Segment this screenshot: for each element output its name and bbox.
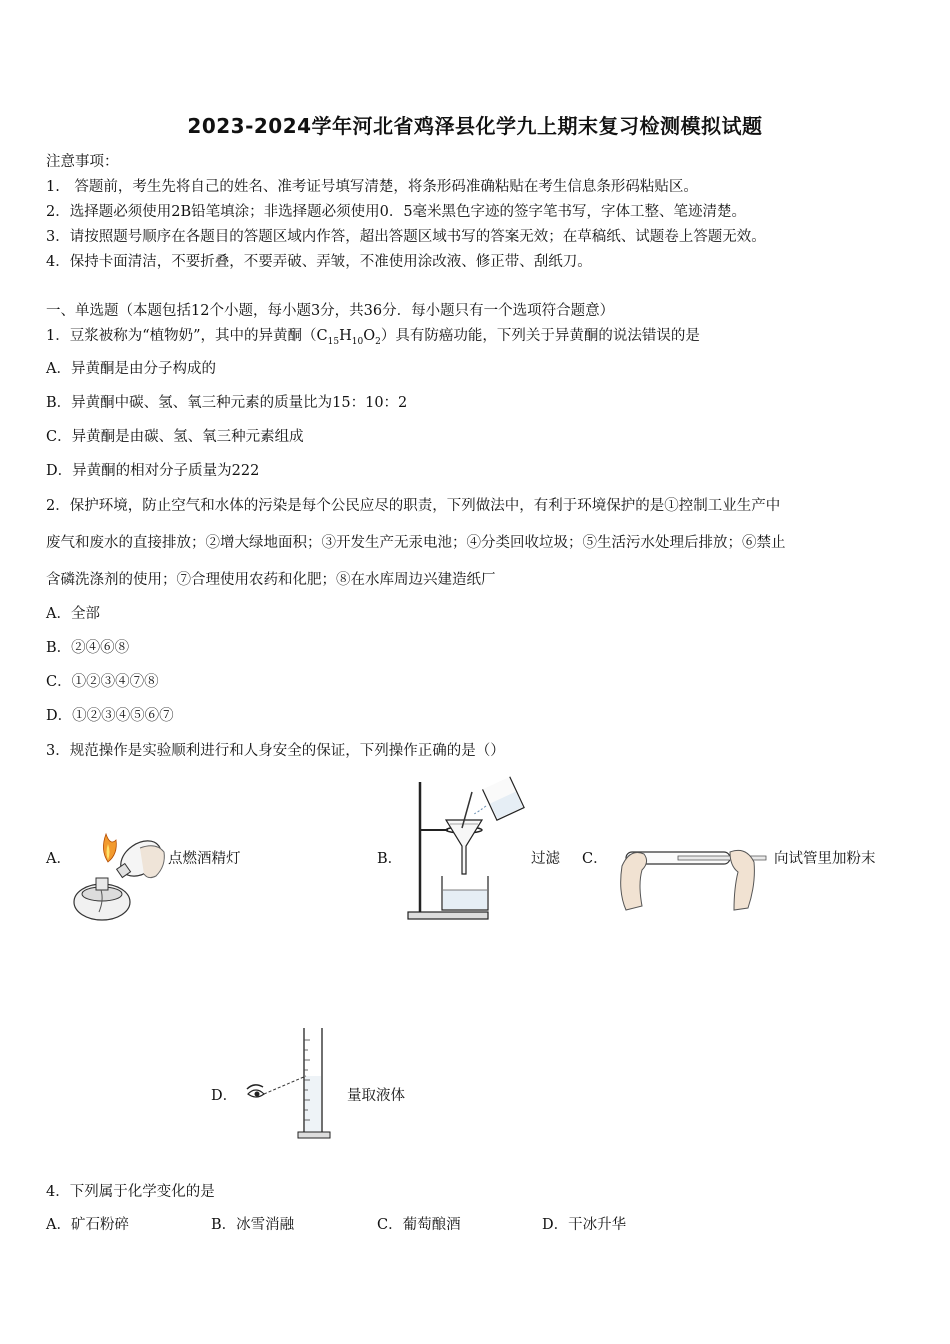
filtration-apparatus-illustration bbox=[402, 776, 530, 922]
q2-option-d: D．①②③④⑤⑥⑦ bbox=[46, 708, 174, 724]
q3-stem: 3．规范操作是实验顺利进行和人身安全的保证，下列操作正确的是（） bbox=[46, 743, 505, 759]
notice-item-3: 3．请按照题号顺序在各题目的答题区域内作答，超出答题区域书写的答案无效；在草稿纸、试题卷上答题无效。 bbox=[46, 229, 766, 245]
notice-item-1: 1. 答题前，考生先将自己的姓名、准考证号填写清楚，将条形码准确粘贴在考生信息条形码粘贴区。 bbox=[46, 179, 698, 195]
q3-option-d-letter: D． bbox=[211, 1088, 238, 1104]
q3-option-a-letter: A． bbox=[46, 851, 71, 867]
q3-option-c-text: 向试管里加粉末 bbox=[774, 851, 876, 867]
q1-stem-post: ）具有防癌功能，下列关于异黄酮的说法错误的是 bbox=[380, 328, 700, 344]
q2-stem-line-2: 废气和废水的直接排放；②增大绿地面积；③开发生产无汞电池；④分类回收垃圾；⑤生活污水处理后排放；⑥禁止 bbox=[46, 535, 786, 551]
q1-option-b: B．异黄酮中碳、氢、氧三种元素的质量比为15：10：2 bbox=[46, 395, 408, 411]
q4-option-d: D．干冰升华 bbox=[542, 1217, 627, 1233]
q4-option-c: C．葡萄酿酒 bbox=[377, 1217, 461, 1233]
q1-stem-pre: 1．豆浆被称为“植物奶”，其中的异黄酮（C bbox=[46, 328, 328, 344]
q3-option-a-text: 点燃酒精灯 bbox=[168, 851, 241, 867]
q1-o: O bbox=[363, 328, 376, 344]
q4-option-b: B．冰雪消融 bbox=[211, 1217, 295, 1233]
q2-option-c: C．①②③④⑦⑧ bbox=[46, 674, 159, 690]
q3-option-b-letter: B． bbox=[377, 851, 403, 867]
q1-option-d: D．异黄酮的相对分子质量为222 bbox=[46, 463, 260, 479]
q2-option-a: A．全部 bbox=[46, 606, 100, 622]
exam-title: 2023-2024学年河北省鸡泽县化学九上期末复习检测模拟试题 bbox=[187, 114, 763, 138]
test-tube-powder-illustration bbox=[612, 836, 774, 920]
q1-option-c: C．异黄酮是由碳、氢、氧三种元素组成 bbox=[46, 429, 304, 445]
q4-stem: 4．下列属于化学变化的是 bbox=[46, 1184, 215, 1200]
q3-option-b-text: 过滤 bbox=[531, 851, 560, 867]
alcohol-lamp-illustration bbox=[68, 820, 170, 925]
q4-option-a: A．矿石粉碎 bbox=[46, 1217, 129, 1233]
q2-stem-line-3: 含磷洗涤剂的使用；⑦合理使用农药和化肥；⑧在水库周边兴建造纸厂 bbox=[46, 572, 496, 588]
q1-h: H bbox=[339, 328, 352, 344]
notice-item-2: 2．选择题必须使用2B铅笔填涂；非选择题必须使用0．5毫米黑色字迹的签字笔书写，字体工整、笔迹清楚。 bbox=[46, 204, 747, 220]
notice-item-4: 4．保持卡面清洁，不要折叠，不要弄破、弄皱，不准使用涂改液、修正带、刮纸刀。 bbox=[46, 254, 592, 270]
q1-stem bbox=[46, 326, 700, 352]
q3-option-c-letter: C． bbox=[582, 851, 608, 867]
notice-heading: 注意事项： bbox=[46, 154, 119, 170]
q1-sub-2: 2 bbox=[375, 336, 381, 347]
q2-option-b: B．②④⑥⑧ bbox=[46, 640, 130, 656]
q1-option-a: A．异黄酮是由分子构成的 bbox=[46, 361, 216, 377]
q2-stem-line-1: 2．保护环境，防止空气和水体的污染是每个公民应尽的职责，下列做法中，有利于环境保护的是①控制工业生产中 bbox=[46, 498, 781, 514]
q1-sub-15: 15 bbox=[327, 336, 340, 347]
graduated-cylinder-illustration bbox=[242, 1024, 342, 1142]
q3-option-d-text: 量取液体 bbox=[347, 1088, 405, 1104]
q1-sub-10: 10 bbox=[351, 336, 364, 347]
section-heading: 一、单选题（本题包括12个小题，每小题3分，共36分．每小题只有一个选项符合题意） bbox=[46, 303, 615, 319]
